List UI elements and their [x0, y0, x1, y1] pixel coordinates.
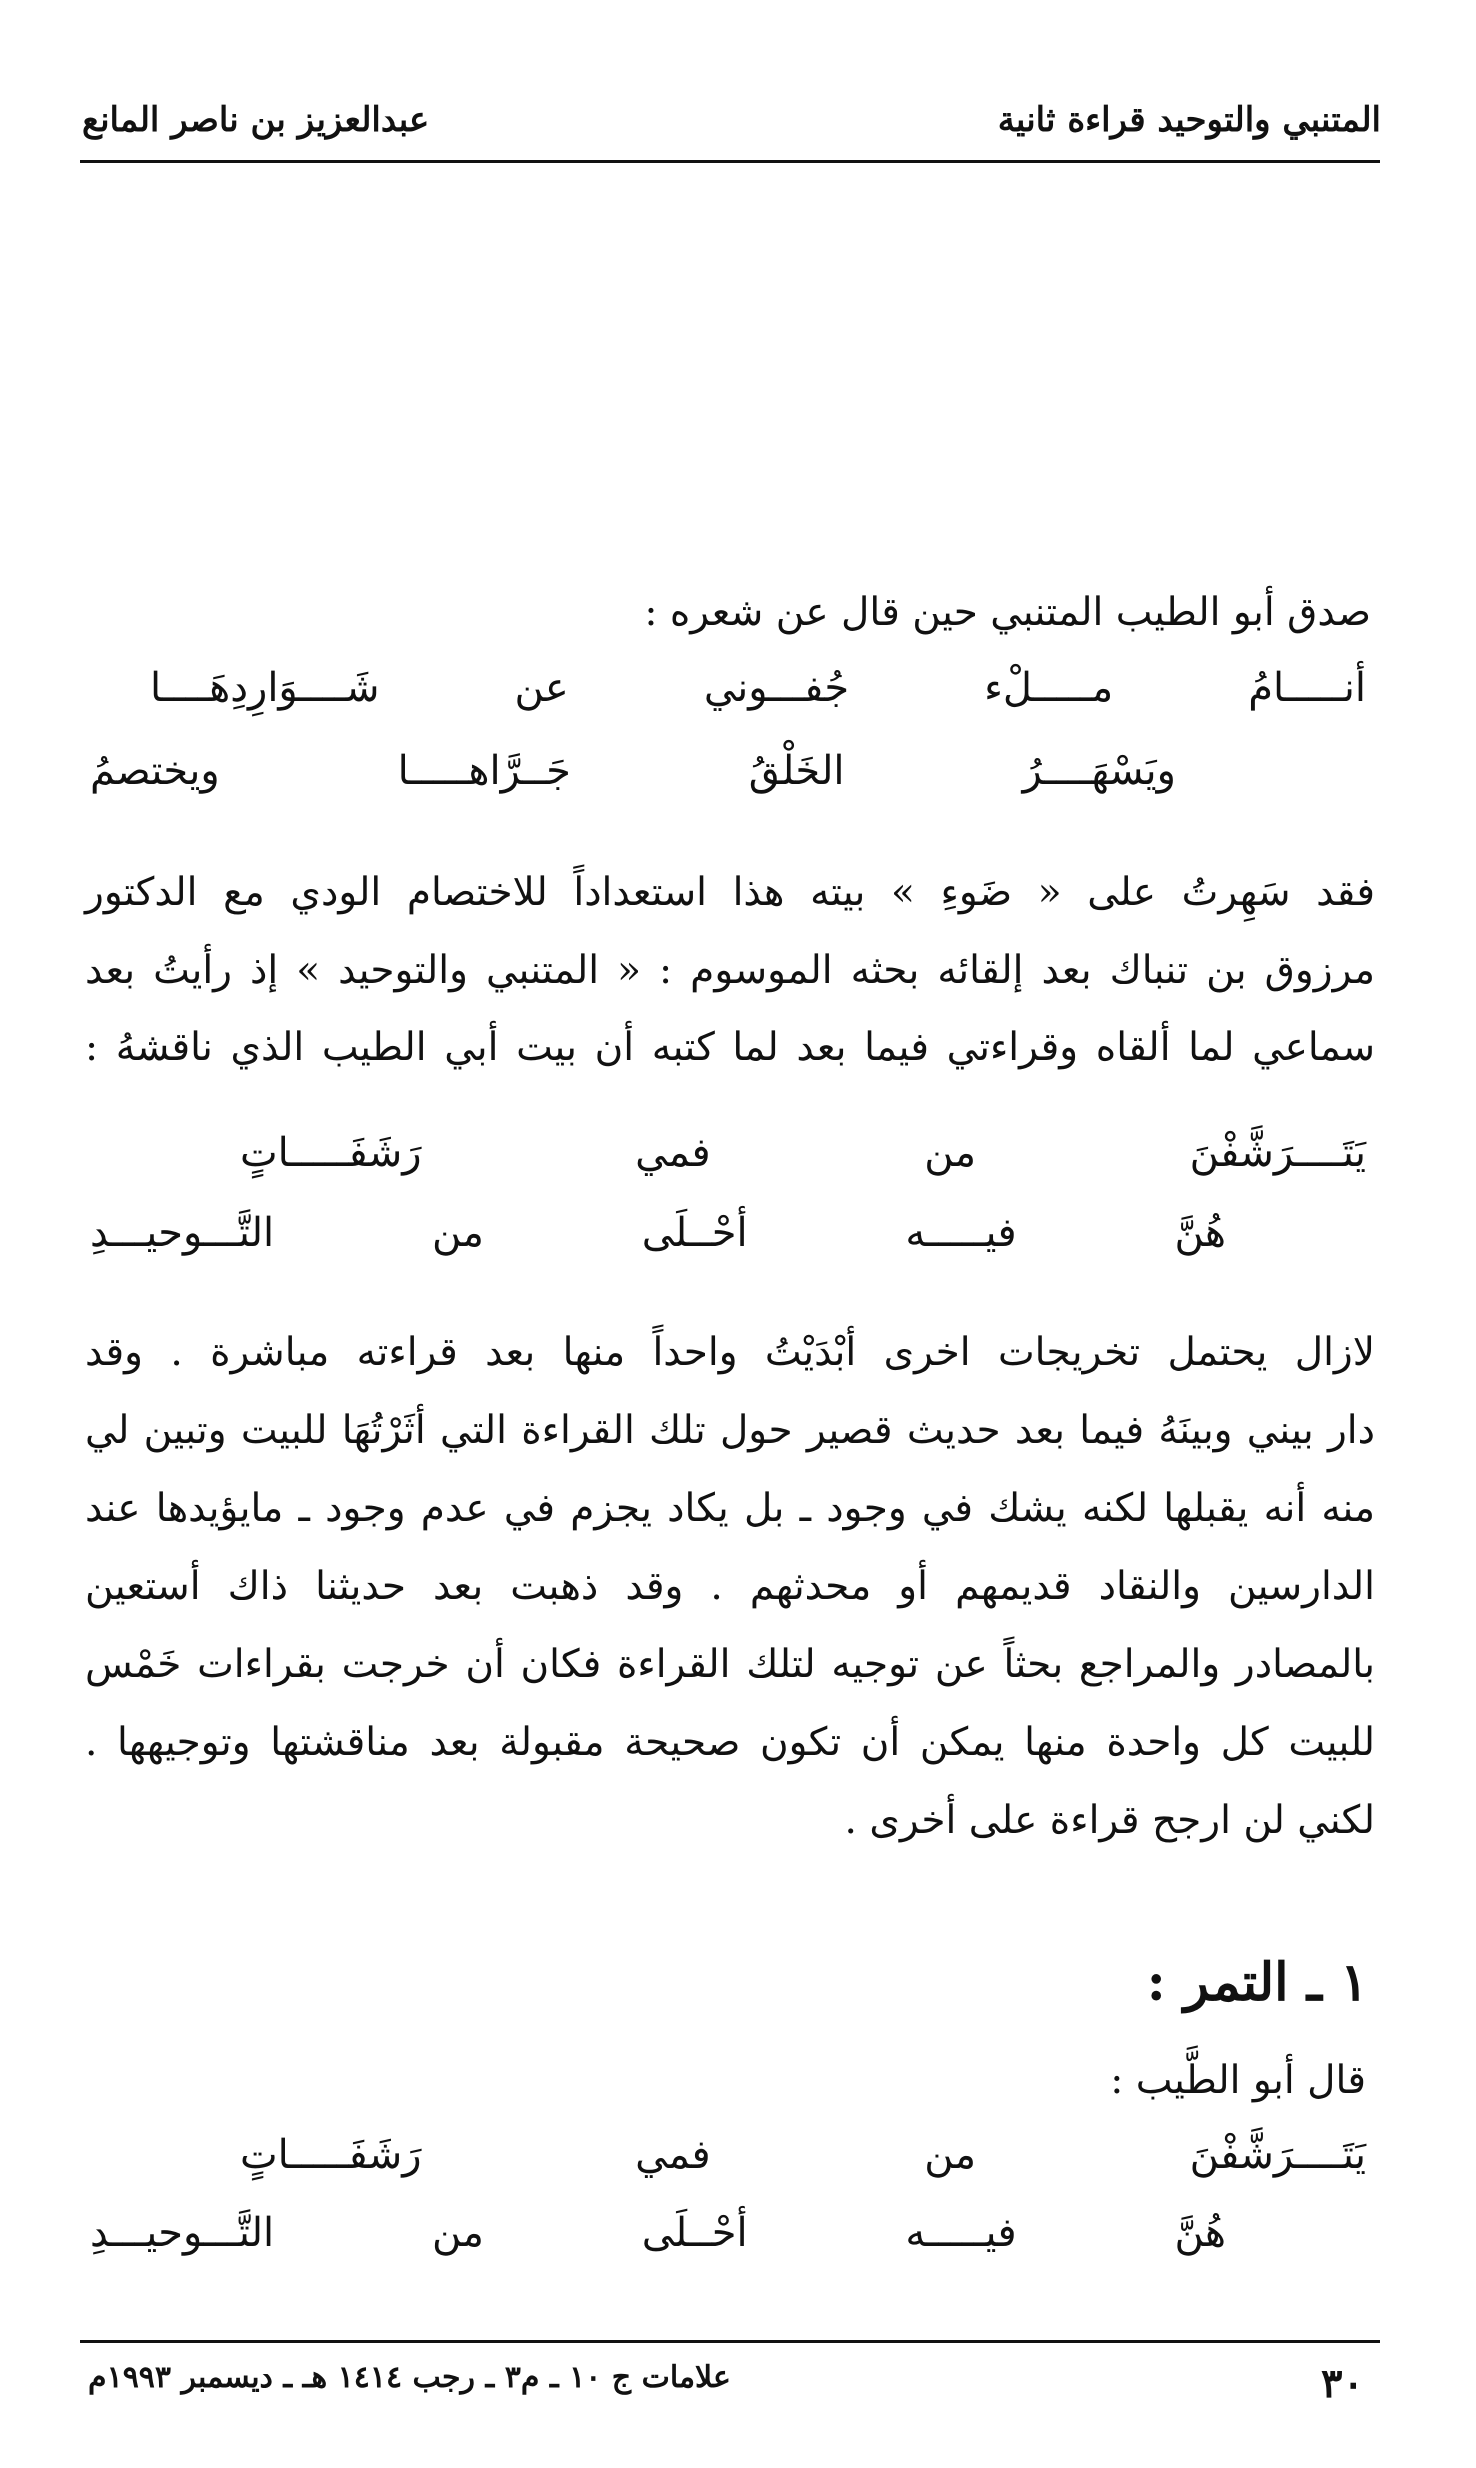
- verse-word: رَشَفَـــــاتٍ: [240, 2132, 422, 2178]
- section-intro: قال أبو الطَّيب :: [1110, 2058, 1366, 2103]
- page-number: ٣٠: [1321, 2360, 1364, 2407]
- para2-line: منه أنه يقبلها لكنه يشك في وجود ـ بل يكاد يجزم في عدم وجود ـ مايؤيدها عند: [85, 1486, 1375, 1531]
- para2-line: للبيت كل واحدة منها يمكن أن تكون صحيحة مقبولة بعد مناقشتها وتوجيهها .: [85, 1720, 1375, 1765]
- para2-line: بالمصادر والمراجع بحثاً عن توجيه لتلك القراءة فكان أن خرجت بقراءات خَمْس: [85, 1642, 1375, 1687]
- verse3-line2: [90, 2210, 1226, 2256]
- verse-word: من: [432, 1210, 484, 1256]
- verse-word: جُفـــوني: [703, 665, 850, 711]
- verse-word: فيـــــه: [905, 2210, 1017, 2256]
- verse1-line2: [90, 748, 1176, 794]
- verse-word: من: [924, 2132, 977, 2178]
- verse-word: يَتَــــرَشَّفْنَ: [1189, 1130, 1366, 1176]
- verse-word: من: [432, 2210, 484, 2256]
- verse-word: ويختصمُ: [90, 748, 220, 794]
- verse-word: فيـــــه: [905, 1210, 1017, 1256]
- section-heading: ١ ـ التمر :: [1146, 1952, 1368, 2013]
- verse-word: ويَسْهَــــرُ: [1022, 748, 1176, 794]
- verse-word: الخَلْقُ: [748, 748, 845, 794]
- verse-word: أنـــــامُ: [1248, 665, 1366, 711]
- verse-word: أحْــلَى: [641, 2210, 748, 2256]
- para1-line: سماعي لما ألقاه وقراءتي فيما بعد لما كتبه أن بيت أبي الطيب الذي ناقشهُ :: [85, 1025, 1375, 1070]
- verse-word: من: [924, 1130, 977, 1176]
- intro-line: صدق أبو الطيب المتنبي حين قال عن شعره :: [644, 590, 1371, 635]
- verse-word: هُنَّ: [1174, 2210, 1226, 2256]
- running-title: المتنبي والتوحيد قراءة ثانية: [997, 100, 1381, 140]
- verse2-line1: [240, 1130, 1366, 1176]
- verse-word: التَّـــوحيـــدِ: [90, 1210, 275, 1256]
- verse1-line1: [150, 665, 1366, 711]
- verse-word: رَشَفَـــــاتٍ: [240, 1130, 422, 1176]
- verse-word: فمي: [635, 2132, 711, 2178]
- para2-line: لازال يحتمل تخريجات اخرى أبْدَيْتُ واحداً منها بعد قراءته مباشرة . وقد: [85, 1330, 1375, 1375]
- verse3-line1: [240, 2132, 1366, 2178]
- header-rule: [80, 160, 1380, 163]
- verse-word: شَــــوَارِدِهَــــا: [150, 665, 380, 711]
- verse2-line2: [90, 1210, 1226, 1256]
- para1-line: مرزوق بن تنباك بعد إلقائه بحثه الموسوم : « المتنبي والتوحيد » إذ رأيتُ بعد: [85, 948, 1375, 993]
- verse-word: عن: [514, 665, 569, 711]
- para1-line: فقد سَهِرتُ على « ضَوءِ » بيته هذا استعداداً للاختصام الودي مع الدكتور: [85, 870, 1375, 915]
- verse-word: جَــرَّاهـــــا: [397, 748, 571, 794]
- para2-line: دار بيني وبينَهُ فيما بعد حديث قصير حول تلك القراءة التي أثَرْتُهَا للبيت وتبين لي: [85, 1408, 1375, 1453]
- verse-word: يَتَــــرَشَّفْنَ: [1189, 2132, 1366, 2178]
- running-author: عبدالعزيز بن ناصر المانع: [82, 100, 430, 140]
- verse-word: فمي: [635, 1130, 711, 1176]
- journal-citation: علامات ج ١٠ ـ م٣ ـ رجب ١٤١٤ هـ ـ ديسمبر ١٩٩٣م: [88, 2360, 731, 2395]
- verse-word: التَّـــوحيـــدِ: [90, 2210, 275, 2256]
- para2-line: الدارسين والنقاد قديمهم أو محدثهم . وقد ذهبت بعد حديثنا ذاك أستعين: [85, 1564, 1375, 1609]
- para2-line: لكني لن ارجح قراءة على أخرى .: [844, 1798, 1375, 1843]
- footer-rule: [80, 2340, 1380, 2343]
- verse-word: مـــــلْء: [984, 665, 1114, 711]
- verse-word: أحْــلَى: [641, 1210, 748, 1256]
- verse-word: هُنَّ: [1174, 1210, 1226, 1256]
